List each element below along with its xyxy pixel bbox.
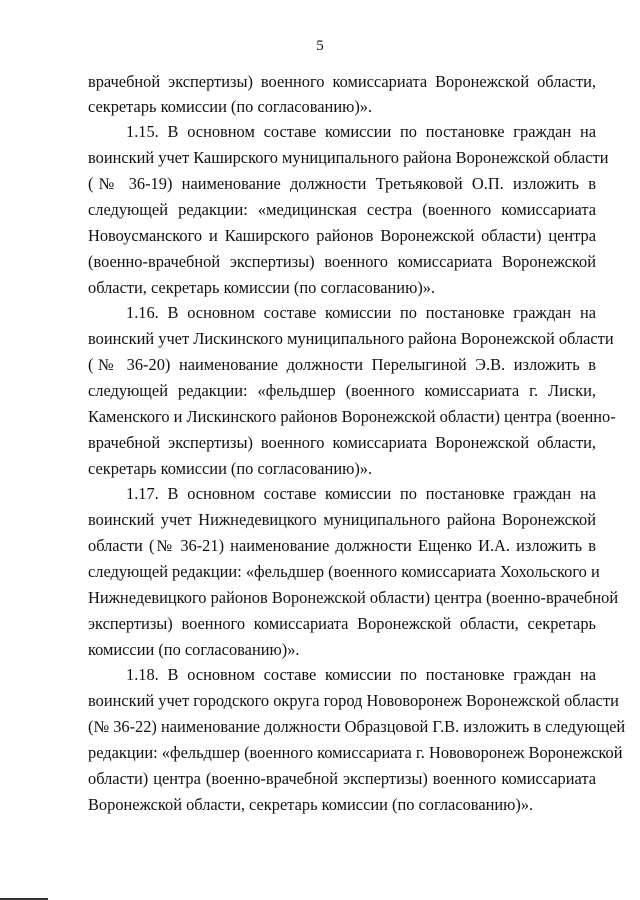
text-line: Новоусманского и Каширского районов Воронежской области) центра (88, 226, 596, 245)
text-line: Нижнедевицкого районов Воронежской области) центра (военно-врачебной (88, 588, 619, 607)
text-line: воинский учет Каширского муниципального района Воронежской области (88, 148, 609, 167)
paragraph-1-18-first-line: 1.18. В основном составе комиссии по постановке граждан на (126, 665, 596, 684)
text-line: врачебной экспертизы) военного комиссариата Воронежской области, (88, 433, 596, 452)
text-line: секретарь комиссии (по согласованию)». (88, 97, 373, 116)
text-line: (№ 36-22) наименование должности Образцовой Г.В. изложить в следующей (88, 717, 626, 736)
text-line: Воронежской области, секретарь комиссии (по согласованию)». (88, 795, 534, 814)
page-number: 5 (316, 38, 324, 54)
text-line: врачебной экспертизы) военного комиссариата Воронежской области, (88, 72, 596, 91)
text-line: области (№ 36-21) наименование должности Ещенко И.А. изложить в (88, 536, 596, 555)
text-line: (№ 36-20) наименование должности Перелыгиной Э.В. изложить в (88, 355, 596, 374)
text-line: экспертизы) военного комиссариата Воронежской области, секретарь (88, 614, 596, 633)
paragraph-1-16-first-line: 1.16. В основном составе комиссии по постановке граждан на (126, 303, 596, 322)
text-line: области) центра (военно-врачебной экспертизы) военного комиссариата (88, 769, 596, 788)
text-line: воинский учет Лискинского муниципального района Воронежской области (88, 329, 614, 348)
text-line: Каменского и Лискинского районов Воронежской области) центра (военно- (88, 407, 616, 426)
text-line: (военно-врачебной экспертизы) военного комиссариата Воронежской (88, 252, 596, 271)
paragraph-1-17-first-line: 1.17. В основном составе комиссии по постановке граждан на (126, 484, 596, 503)
text-line: следующей редакции: «медицинская сестра (военного комиссариата (88, 200, 596, 219)
text-line: комиссии (по согласованию)». (88, 640, 300, 659)
text-line: воинский учет городского округа город Нововоронеж Воронежской области (88, 691, 619, 710)
text-line: области, секретарь комиссии (по согласованию)». (88, 278, 436, 297)
text-line: (№ 36-19) наименование должности Третьяковой О.П. изложить в (88, 174, 596, 193)
text-line: секретарь комиссии (по согласованию)». (88, 459, 373, 478)
text-line: следующей редакции: «фельдшер (военного комиссариата г. Лиски, (88, 381, 596, 400)
text-line: редакции: «фельдшер (военного комиссариата г. Нововоронеж Воронежской (88, 743, 623, 762)
text-line: следующей редакции: «фельдшер (военного комиссариата Хохольского и (88, 562, 600, 581)
paragraph-1-15-first-line: 1.15. В основном составе комиссии по постановке граждан на (126, 122, 596, 141)
text-line: воинский учет Нижнедевицкого муниципального района Воронежской (88, 510, 596, 529)
